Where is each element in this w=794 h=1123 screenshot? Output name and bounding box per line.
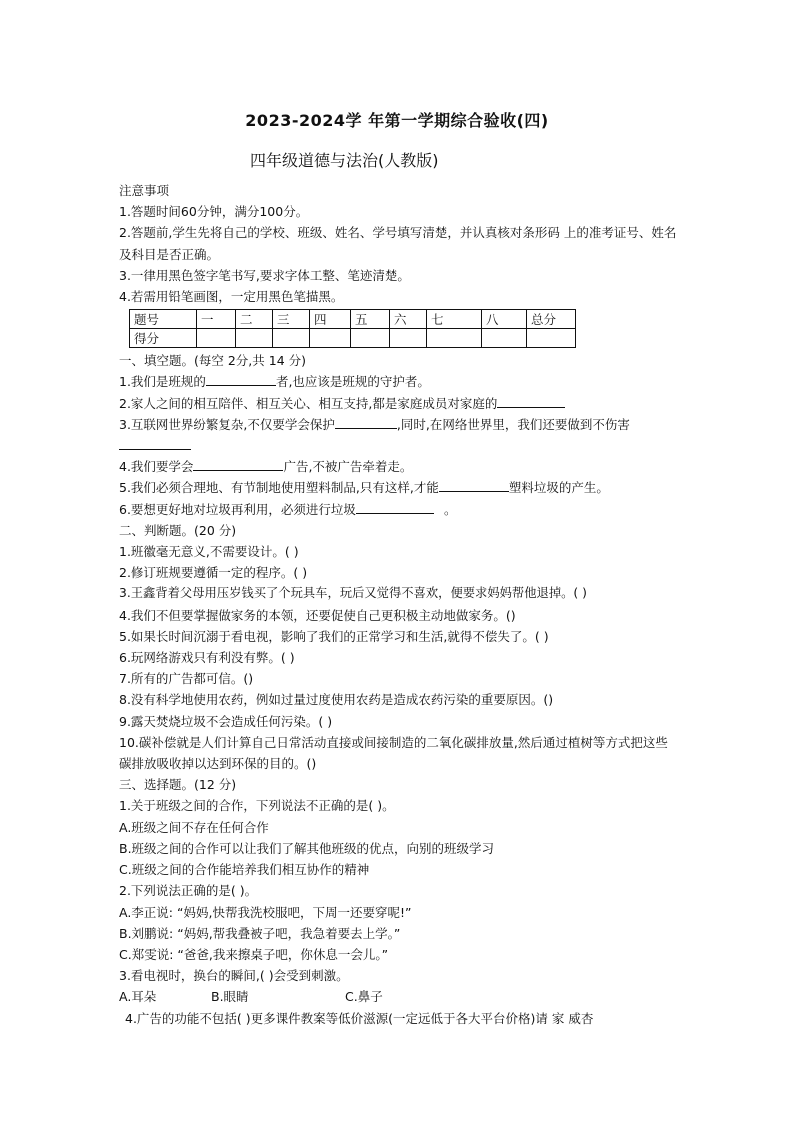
choice-option: C.鼻子 (345, 989, 383, 1005)
section1-heading: 一、填空题。(每空 2分,共 14 分) (119, 353, 307, 369)
choice-option: B.刘鹏说: “妈妈,帮我叠被子吧，我急着要去上学。” (119, 925, 401, 941)
choice-option: A.耳朵 (119, 989, 157, 1005)
score-cell[interactable] (310, 329, 351, 348)
score-table-cell: 六 (390, 310, 427, 329)
score-table-cell: 八 (482, 310, 527, 329)
score-table-cell: 七 (427, 310, 482, 329)
note-item: 4.若需用铅笔画图，一定用黑色笔描黑。 (119, 289, 344, 305)
score-table-cell: 题号 (130, 310, 197, 329)
judge-item: 3.王鑫背着父母用压岁钱买了个玩具车，玩后又觉得不喜欢，便要求妈妈帮他退掉。( ) (119, 586, 587, 601)
score-cell[interactable] (273, 329, 310, 348)
judge-item: 6.玩网络游戏只有利没有弊。( ) (119, 650, 295, 666)
score-table-cell: 三 (273, 310, 310, 329)
exam-subtitle: 四年级道德与法治(人教版) (250, 151, 439, 170)
score-table-cell: 一 (197, 310, 236, 329)
score-cell[interactable] (527, 329, 576, 348)
score-table (129, 309, 576, 348)
score-table-score-label: 得分 (130, 329, 197, 348)
choice-question-stem: 1.关于班级之间的合作，下列说法不正确的是( )。 (119, 798, 395, 814)
fill-question-4: 4.我们要学会 广告,不被广告牵着走。 (119, 459, 413, 475)
judge-item: 7.所有的广告都可信。() (119, 671, 254, 687)
choice-option: A.班级之间不存在任何合作 (119, 819, 269, 835)
section2-heading: 二、判断题。(20 分) (119, 522, 237, 538)
note-item: 2.答题前,学生先将自己的学校、班级、姓名、学号填写清楚，并认真核对条形码 上的准考证号、姓名及科目是否正确。 (119, 225, 677, 262)
judge-item: 2.修订班规要遵循一定的程序。( ) (119, 565, 308, 581)
answer-blank[interactable] (356, 500, 434, 514)
section3-heading: 三、选择题。(12 分) (119, 777, 237, 793)
fill-question-2: 2.家人之间的相互陪伴、相互关心、相互支持,都是家庭成员对家庭的 (119, 393, 679, 414)
judge-item: 10.碳补偿就是人们计算自己日常活动直接或间接制造的二氧化碳排放量,然后通过植树等方式把这些碳排放吸收掉以达到环保的目的。() (119, 734, 668, 772)
answer-blank[interactable] (193, 457, 283, 471)
score-table-score-row (130, 329, 576, 348)
judge-item: 8.没有科学地使用农药，例如过量过度使用农药是造成农药污染的重要原因。() (119, 692, 554, 708)
answer-blank[interactable] (119, 436, 191, 450)
choice-question-stem: 3.看电视时，换台的瞬间,( )会受到刺激。 (119, 968, 349, 984)
exam-content (119, 180, 679, 1029)
choice-question-stem: 4.广告的功能不包括( )更多课件教案等低价滋源(一定远低于各大平台价格)请 家 威杏 (125, 1010, 594, 1026)
fill-question-1: 1.我们是班规的 者,也应该是班规的守护者。 (119, 374, 430, 390)
judge-item: 1.班徽毫无意义,不需要设计。( ) (119, 544, 299, 560)
choice-option: C.郑雯说: “爸爸,我来擦桌子吧，你休息一会儿。” (119, 946, 389, 962)
score-cell[interactable] (197, 329, 236, 348)
score-table-cell: 五 (351, 310, 390, 329)
score-table-cell: 四 (310, 310, 351, 329)
score-cell[interactable] (236, 329, 273, 348)
judge-item: 4.我们不但要掌握做家务的本领，还要促使自己更积极主动地做家务。() (119, 607, 516, 623)
fill-question-5: 5.我们必须合理地、有节制地使用塑料制品,只有这样,才能 塑料垃圾的产生。 (119, 480, 609, 496)
choice-option: A.李正说: “妈妈,快帮我洗校服吧，下周一还要穿呢!” (119, 904, 412, 920)
score-cell[interactable] (427, 329, 482, 348)
answer-blank[interactable] (206, 372, 276, 386)
fill-question-6: 6.要想更好地对垃圾再利用，必须进行垃圾 。 (119, 501, 457, 517)
answer-blank[interactable] (439, 478, 509, 492)
exam-title: 2023-2024学 年第一学期综合验收(四) (245, 111, 549, 130)
score-table-cell: 总分 (527, 310, 576, 329)
score-cell[interactable] (390, 329, 427, 348)
choice-options-row (119, 986, 679, 1007)
choice-option: B.班级之间的合作可以让我们了解其他班级的优点，向别的班级学习 (119, 840, 495, 856)
score-cell[interactable] (351, 329, 390, 348)
score-table-cell: 二 (236, 310, 273, 329)
note-item: 3.一律用黑色签字笔书写,要求字体工整、笔迹清楚。 (119, 267, 410, 283)
choice-option: C.班级之间的合作能培养我们相互协作的精神 (119, 862, 370, 878)
answer-blank[interactable] (335, 415, 397, 429)
score-cell[interactable] (482, 329, 527, 348)
answer-blank[interactable] (497, 394, 565, 408)
notes-heading: 注意事项 (119, 183, 170, 198)
judge-item: 5.如果长时间沉溺于看电视，影响了我们的正常学习和生活,就得不偿失了。( ) (119, 628, 549, 644)
choice-option: B.眼睛 (211, 989, 249, 1005)
score-table-header-row (130, 310, 576, 329)
fill-question-3: 3.互联网世界纷繁复杂,不仅要学会保护 ,同时,在网络世界里，我们还要做到不伤害 (119, 414, 679, 456)
note-item: 1.答题时间60分钟，满分100分。 (119, 204, 309, 220)
judge-item: 9.露天焚烧垃圾不会造成任何污染。( ) (119, 713, 333, 729)
choice-question-stem: 2.下列说法正确的是( )。 (119, 883, 258, 899)
